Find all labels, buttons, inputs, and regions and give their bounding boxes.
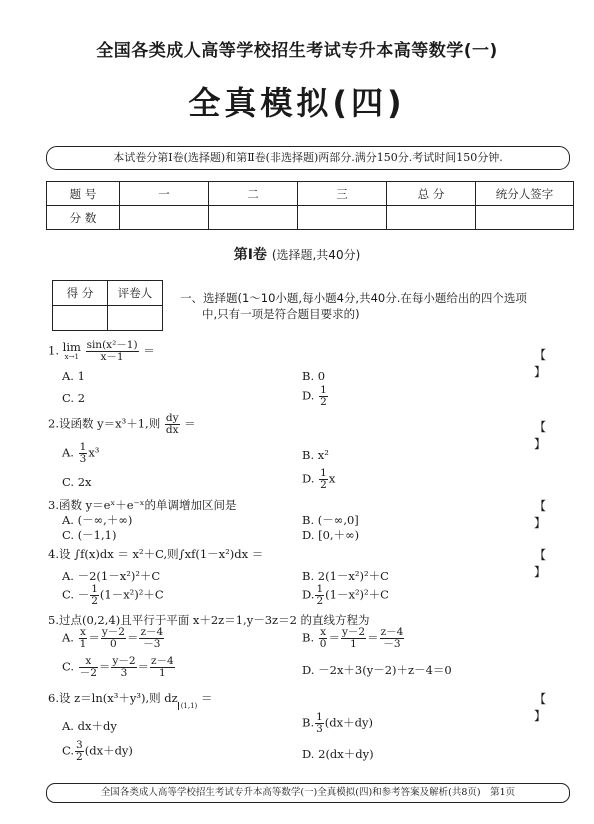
question-3: 3.函数 y＝eˣ＋e⁻ˣ的单调增加区间是 <box>48 498 237 512</box>
part1-title: 第Ⅰ卷 <box>233 247 267 263</box>
q3-option-d[interactable]: D. [0,＋∞) <box>302 528 360 542</box>
q1-option-c[interactable]: C. 2 <box>62 391 86 405</box>
score-cell[interactable] <box>120 206 209 230</box>
section1-line2: 中,只有一项是符合题目要求的) <box>202 307 360 321</box>
q4-option-c[interactable]: C. － $\frac{1}{2}$ (1－x²)²＋C <box>62 583 164 607</box>
score-header-cell: 一 <box>120 182 209 206</box>
answer-bracket[interactable]: 【 】 <box>534 692 561 723</box>
question-6: 6.设 z＝ln(x³＋y³),则 $dz_{(1,1)}$ ＝ <box>48 691 213 710</box>
q1-fraction: $\frac{\text{sin(x²－1)}}{x-1}$ <box>86 339 138 363</box>
answer-bracket[interactable]: 【 】 <box>534 420 561 451</box>
q5-option-b[interactable]: B. $\frac{x}{0}$ ＝ $\frac{y-2}{1}$ ＝ $\frac{z-4}{-3}$ <box>302 626 404 650</box>
score-cell[interactable] <box>476 206 574 230</box>
score-header-cell: 二 <box>209 182 298 206</box>
q2-option-d[interactable]: D. $\frac{1}{2}$ x <box>302 467 336 491</box>
answer-bracket[interactable]: 【 】 <box>534 499 561 530</box>
question-4: 4.设 ∫f(x)dx ＝ x²＋C,则∫xf(1－x²)dx ＝ <box>48 547 264 561</box>
score-header-cell: 总 分 <box>387 182 476 206</box>
score-header-cell: 题 号 <box>47 182 120 206</box>
q6-option-c[interactable]: C. $\frac{3}{2}$ (dx＋dy) <box>62 739 133 763</box>
score-table <box>46 181 574 230</box>
answer-bracket[interactable]: 【 】 <box>534 348 561 379</box>
page-footer: 全国各类成人高等学校招生考试专升本高等数学(一)全真模拟(四)和参考答案及解析(共8页) 第1页 <box>46 783 570 803</box>
series-title: 全国各类成人高等学校招生考试专升本高等数学(一) <box>96 41 498 61</box>
q1-option-a[interactable]: A. 1 <box>62 369 85 383</box>
grader-name-cell[interactable] <box>108 306 163 331</box>
score-cell[interactable] <box>209 206 298 230</box>
paper-title: 全真模拟(四) <box>188 84 406 122</box>
q3-option-a[interactable]: A. (－∞,＋∞) <box>62 513 133 527</box>
q6-option-d[interactable]: D. 2(dx＋dy) <box>302 747 374 761</box>
q3-option-c[interactable]: C. (－1,1) <box>62 528 117 542</box>
q6-option-b[interactable]: B. $\frac{1}{3}$ (dx＋dy) <box>302 711 373 735</box>
q2-option-c[interactable]: C. 2x <box>62 475 92 489</box>
answer-bracket[interactable]: 【 】 <box>534 548 561 579</box>
section1-heading <box>180 290 575 322</box>
q2-option-b[interactable]: B. x² <box>302 448 329 462</box>
score-cell[interactable] <box>387 206 476 230</box>
grader-score-cell[interactable] <box>53 306 108 331</box>
q4-option-b[interactable]: B. 2(1－x²)²＋C <box>302 569 389 583</box>
score-row-label: 分 数 <box>47 206 120 230</box>
exam-note: 本试卷分第Ⅰ卷(选择题)和第Ⅱ卷(非选择题)两部分.满分150分.考试时间150分钟. <box>46 146 570 170</box>
question-2: 2.设函数 y＝x³＋1,则 $\frac{dy}{dx}$ ＝ <box>48 412 196 436</box>
section1-line1: 一、选择题(1～10小题,每小题4分,共40分.在每小题给出的四个选项 <box>180 291 527 305</box>
score-cell[interactable] <box>298 206 387 230</box>
part1-subtitle: (选择题,共40分) <box>271 248 361 262</box>
q1-eq: ＝ <box>143 343 155 358</box>
q2-fraction: $\frac{dy}{dx}$ <box>165 412 179 436</box>
q5-option-c[interactable]: C. $\frac{x}{-2}$ ＝ $\frac{y-2}{3}$ ＝ $\frac{z-4}{1}$ <box>62 655 174 679</box>
q5-option-a[interactable]: A. $\frac{x}{1}$ ＝ $\frac{y-2}{0}$ ＝ $\frac{z-4}{-3}$ <box>62 626 164 650</box>
grader-table <box>52 280 163 331</box>
q3-option-b[interactable]: B. (－∞,0] <box>302 513 359 527</box>
q4-option-d[interactable]: D. $\frac{1}{2}$ (1－x²)²＋C <box>302 583 389 607</box>
score-header-cell: 三 <box>298 182 387 206</box>
grader-score-label: 得 分 <box>53 281 108 306</box>
q1-limit: lim x→1 <box>62 339 81 361</box>
grader-name-label: 评卷人 <box>108 281 163 306</box>
question-5: 5.过点(0,2,4)且平行于平面 x＋2z＝1,y－3z＝2 的直线方程为 <box>48 613 370 627</box>
q1-number: 1. <box>48 343 59 358</box>
q4-option-a[interactable]: A. －2(1－x²)²＋C <box>62 569 161 583</box>
score-header-cell: 统分人签字 <box>476 182 574 206</box>
q1-option-b[interactable]: B. 0 <box>302 369 326 383</box>
part1-heading <box>0 244 594 264</box>
q2-option-a[interactable]: A. $\frac{1}{3}$ x³ <box>62 441 100 465</box>
q5-option-d[interactable]: D. －2x＋3(y－2)＋z－4＝0 <box>302 663 452 677</box>
question-1 <box>48 340 155 363</box>
q1-option-d[interactable]: D. $\frac{1}{2}$ <box>302 384 327 408</box>
q6-option-a[interactable]: A. dx＋dy <box>62 719 117 733</box>
